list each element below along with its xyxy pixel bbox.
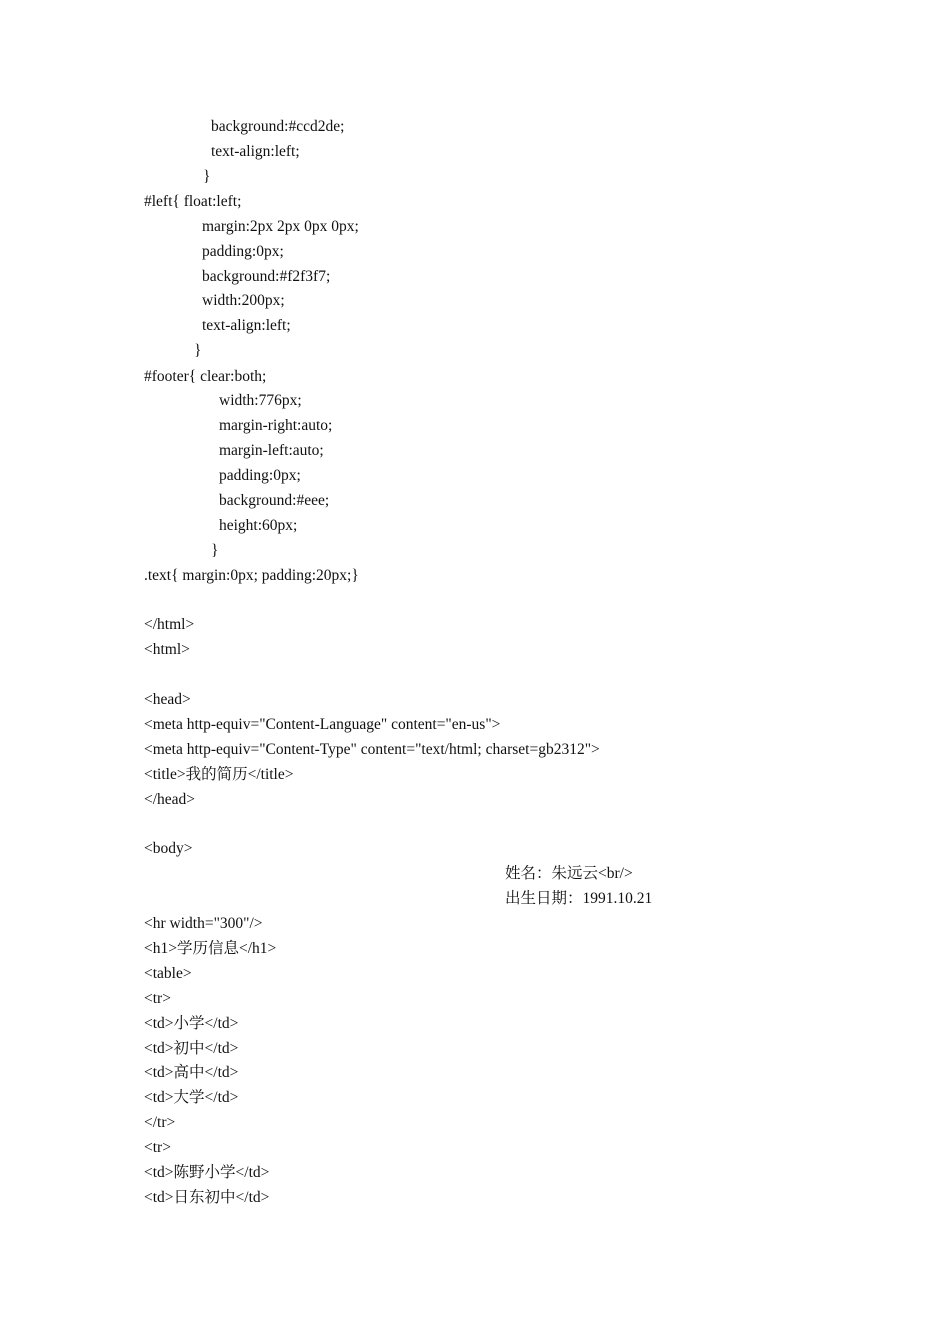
code-line: <hr width="300"/>: [144, 915, 263, 932]
code-line: <tr>: [144, 1139, 171, 1156]
code-line: }: [211, 542, 219, 559]
code-line: <td>高中</td>: [144, 1064, 239, 1081]
code-line: }: [203, 168, 211, 185]
code-line: padding:0px;: [219, 467, 301, 484]
code-line: <td>大学</td>: [144, 1089, 239, 1106]
code-line: text-align:left;: [202, 317, 291, 334]
code-line: <head>: [144, 691, 191, 708]
code-line: background:#ccd2de;: [211, 118, 345, 135]
code-line: .text{ margin:0px; padding:20px;}: [144, 567, 359, 584]
code-line: #footer{ clear:both;: [144, 368, 267, 385]
code-line: <meta http-equiv="Content-Type" content="text/html; charset=gb2312">: [144, 741, 600, 758]
code-line: <td>小学</td>: [144, 1015, 239, 1032]
code-line: height:60px;: [219, 517, 298, 534]
code-line: text-align:left;: [211, 143, 300, 160]
code-line: 出生日期：1991.10.21: [505, 890, 653, 907]
code-line: #left{ float:left;: [144, 193, 242, 210]
code-line: <td>陈野小学</td>: [144, 1164, 270, 1181]
code-line: <title>我的简历</title>: [144, 766, 294, 783]
code-line: 姓名：朱远云<br/>: [505, 865, 633, 882]
code-line: </html>: [144, 616, 195, 633]
code-line: <table>: [144, 965, 192, 982]
code-line: padding:0px;: [202, 243, 284, 260]
code-line: </tr>: [144, 1114, 176, 1131]
code-line: <tr>: [144, 990, 171, 1007]
code-line: width:776px;: [219, 392, 302, 409]
code-line: width:200px;: [202, 292, 285, 309]
code-line: <html>: [144, 641, 190, 658]
code-line: background:#eee;: [219, 492, 330, 509]
code-line: background:#f2f3f7;: [202, 268, 331, 285]
code-line: <h1>学历信息</h1>: [144, 940, 277, 957]
code-line: margin-left:auto;: [219, 442, 324, 459]
code-line: </head>: [144, 791, 196, 808]
code-line: <body>: [144, 840, 193, 857]
code-line: <meta http-equiv="Content-Language" content="en-us">: [144, 716, 501, 733]
code-line: <td>日东初中</td>: [144, 1189, 270, 1206]
code-line: margin-right:auto;: [219, 417, 333, 434]
code-line: }: [194, 342, 202, 359]
code-line: <td>初中</td>: [144, 1040, 239, 1057]
code-line: margin:2px 2px 0px 0px;: [202, 218, 359, 235]
